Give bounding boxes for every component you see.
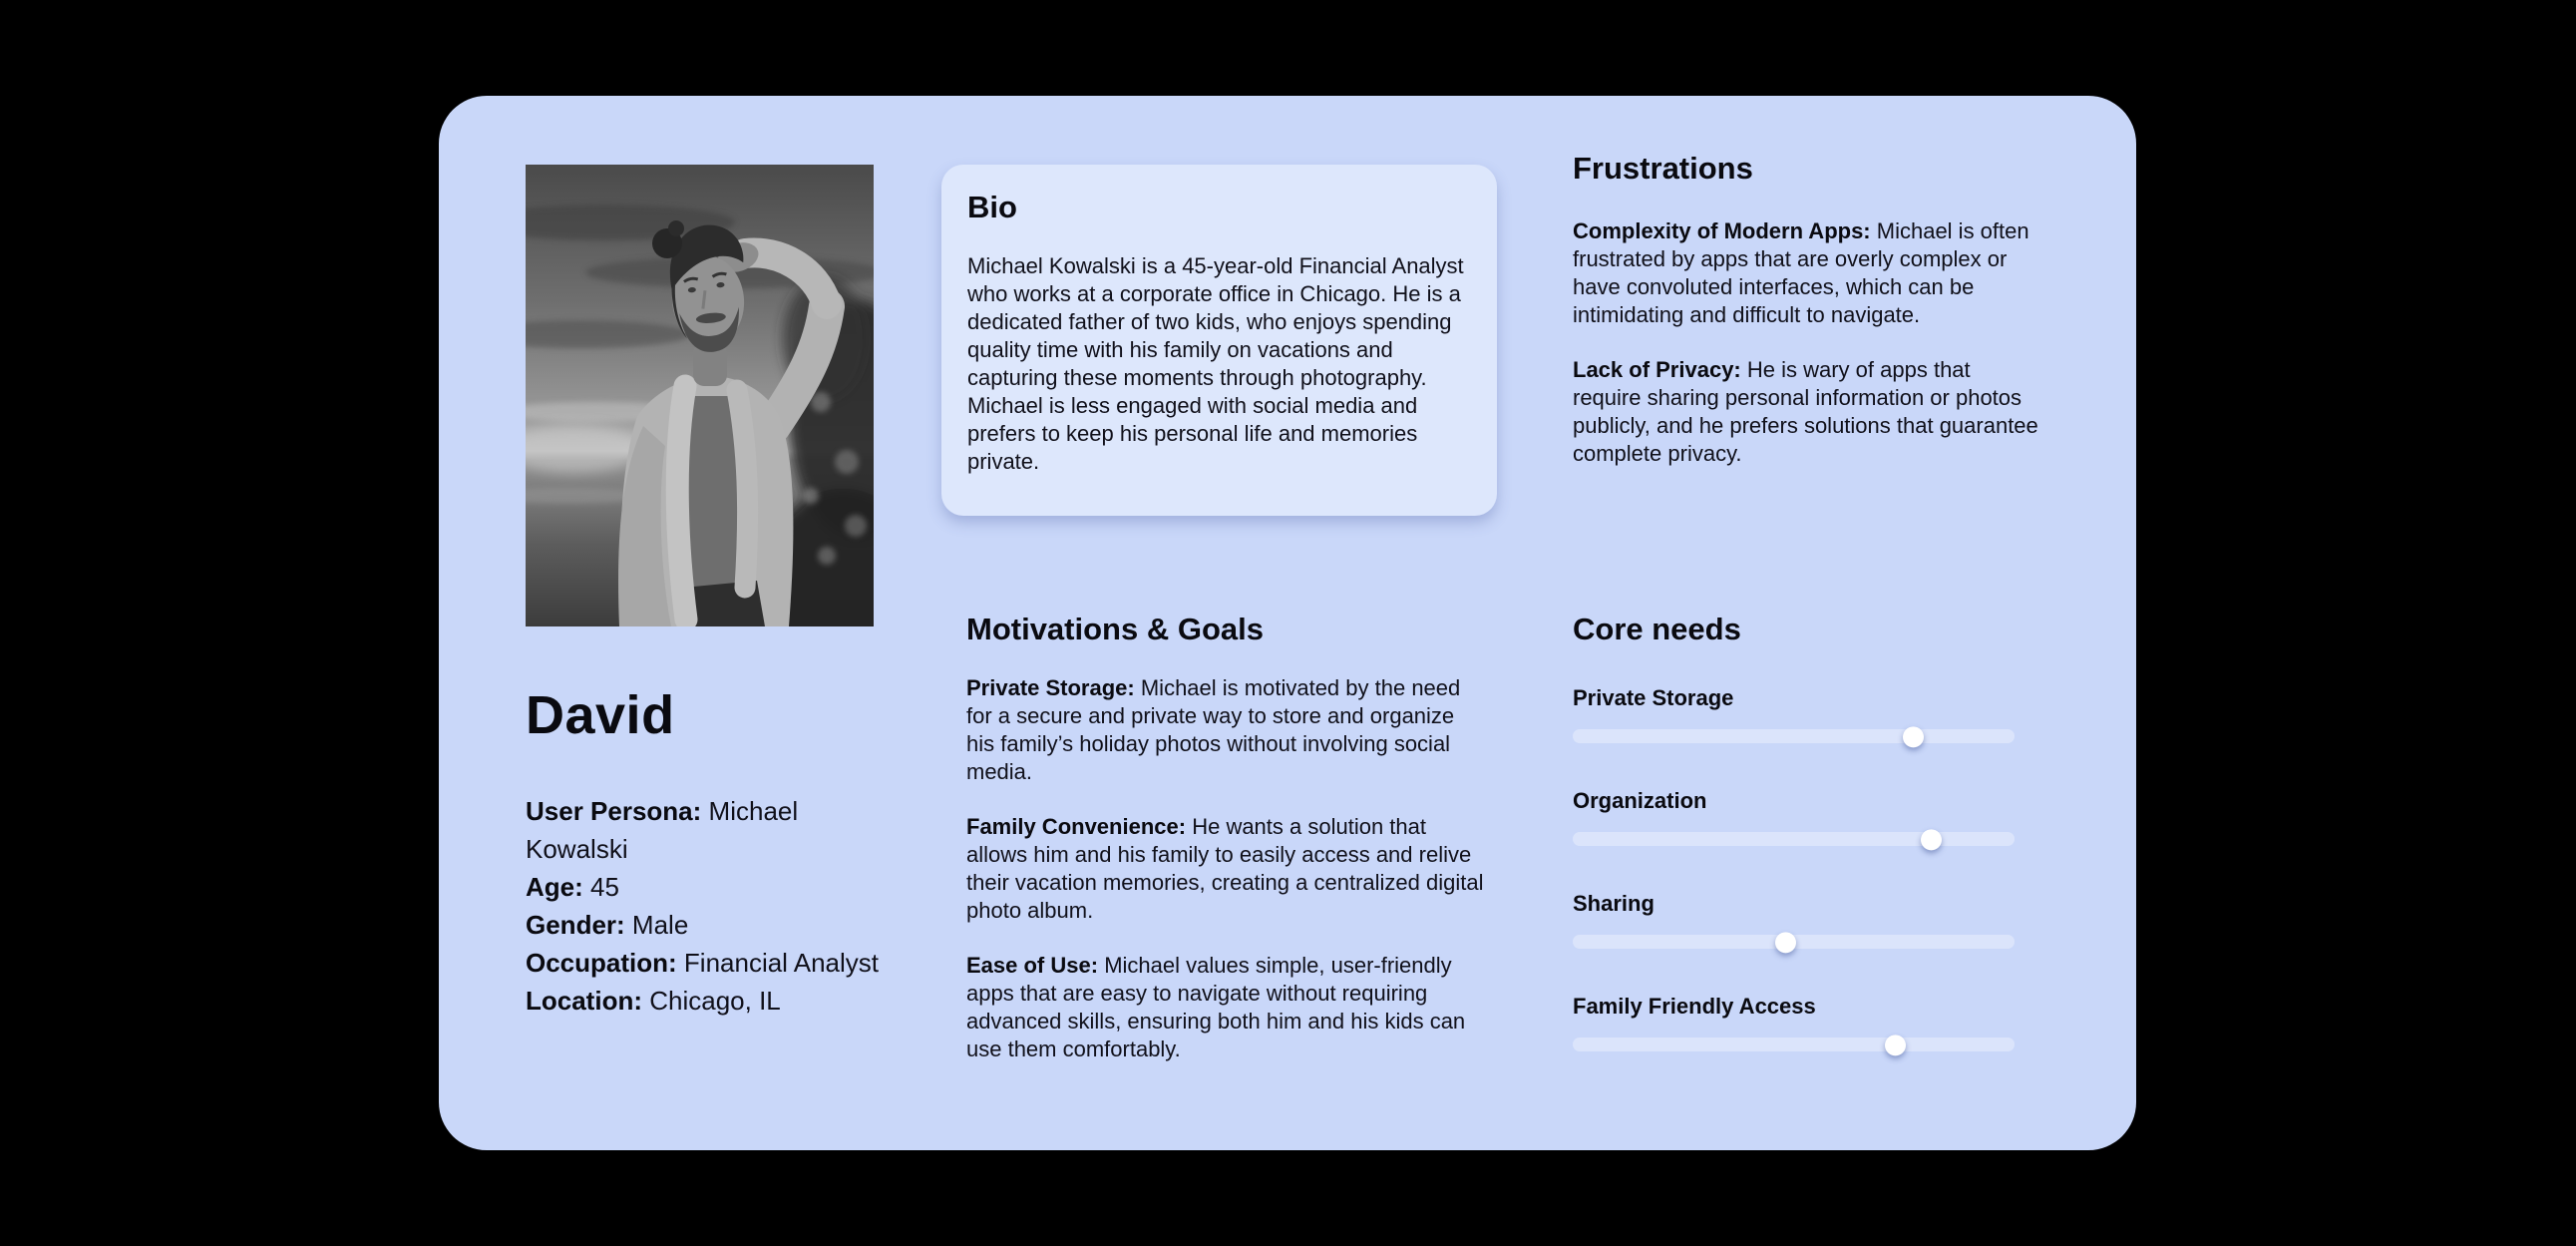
frustration-label: Complexity of Modern Apps: [1573, 218, 1871, 243]
sharing-slider-thumb[interactable] [1775, 932, 1796, 953]
detail-value: 45 [590, 872, 619, 902]
frustrations-section [1573, 150, 2041, 468]
detail-age [526, 868, 885, 906]
frustration-item [1573, 217, 2041, 329]
motivation-text: Michael values simple, user-friendly apps that are easy to navigate without requiring advanced skills, ensuring both him and his kids can use them comfortably. [966, 953, 1466, 1061]
motivation-item [966, 813, 1487, 925]
motivation-item [966, 674, 1487, 786]
persona-card [439, 96, 2136, 1150]
motivation-text: He wants a solution that allows him and his family to easily access and relive their vacation memories, creating a centralized digital photo album. [966, 814, 1484, 923]
motivation-item [966, 952, 1487, 1063]
detail-value: Financial Analyst [683, 948, 880, 978]
motivations-title: Motivations & Goals [966, 612, 1264, 646]
bio-text: Michael Kowalski is a 45-year-old Financial Analyst who works at a corporate office in Chicago. He is a dedicated father of two kids, who enjoys spending quality time with his family on vacations and capturing these moments through photography. Michael is less engaged with social media and prefers to keep his personal life and memories private. [967, 253, 1464, 474]
detail-value: Chicago, IL [649, 986, 781, 1016]
persona-photo-illustration [526, 165, 874, 626]
private-storage-slider-thumb[interactable] [1903, 726, 1924, 747]
motivations-section [966, 611, 1487, 1063]
frustrations-title: Frustrations [1573, 151, 1753, 186]
sharing-slider[interactable] [1573, 935, 2015, 949]
detail-value: Michael Kowalski [526, 796, 799, 864]
detail-label: Location: [526, 986, 642, 1016]
detail-occupation [526, 944, 885, 982]
detail-label: Occupation: [526, 948, 677, 978]
slider-label: Sharing [1573, 891, 1655, 916]
frustration-text: Michael is often frustrated by apps that are overly complex or have convoluted interfaces, which can be intimidating and difficult to navigate. [1573, 218, 2029, 327]
frustration-label: Lack of Privacy: [1573, 357, 1741, 382]
core-needs-title: Core needs [1573, 612, 1741, 646]
detail-label: User Persona: [526, 796, 702, 826]
organization-slider[interactable] [1573, 832, 2015, 846]
slider-label: Private Storage [1573, 685, 1734, 710]
slider-label: Family Friendly Access [1573, 994, 1816, 1019]
slider-row-sharing [1573, 890, 2015, 949]
detail-label: Age: [526, 872, 583, 902]
frustration-item [1573, 356, 2041, 468]
slider-row-private-storage [1573, 684, 2015, 743]
persona-name: David [526, 685, 675, 745]
organization-slider-thumb[interactable] [1921, 829, 1942, 850]
family-friendly-access-slider[interactable] [1573, 1038, 2015, 1051]
slider-row-organization [1573, 787, 2015, 846]
motivation-label: Family Convenience: [966, 814, 1187, 839]
bio-title: Bio [967, 190, 1017, 224]
detail-label: Gender: [526, 910, 625, 940]
motivation-text: Michael is motivated by the need for a secure and private way to store and organize his family’s holiday photos without involving social media. [966, 675, 1461, 784]
private-storage-slider[interactable] [1573, 729, 2015, 743]
slider-row-family-friendly-access [1573, 993, 2015, 1051]
detail-value: Male [631, 910, 689, 940]
slider-label: Organization [1573, 788, 1707, 813]
family-friendly-access-slider-thumb[interactable] [1885, 1035, 1906, 1055]
motivation-label: Private Storage: [966, 675, 1135, 700]
core-needs-section [1573, 611, 2015, 1051]
persona-photo [526, 165, 874, 626]
detail-gender [526, 906, 885, 944]
frustration-text: He is wary of apps that require sharing personal information or photos publicly, and he prefers solutions that guarantee complete privacy. [1573, 357, 2038, 466]
bio-panel [941, 165, 1497, 516]
detail-user-persona [526, 792, 885, 868]
detail-location [526, 982, 885, 1020]
persona-details [526, 792, 885, 1020]
motivation-label: Ease of Use: [966, 953, 1099, 978]
